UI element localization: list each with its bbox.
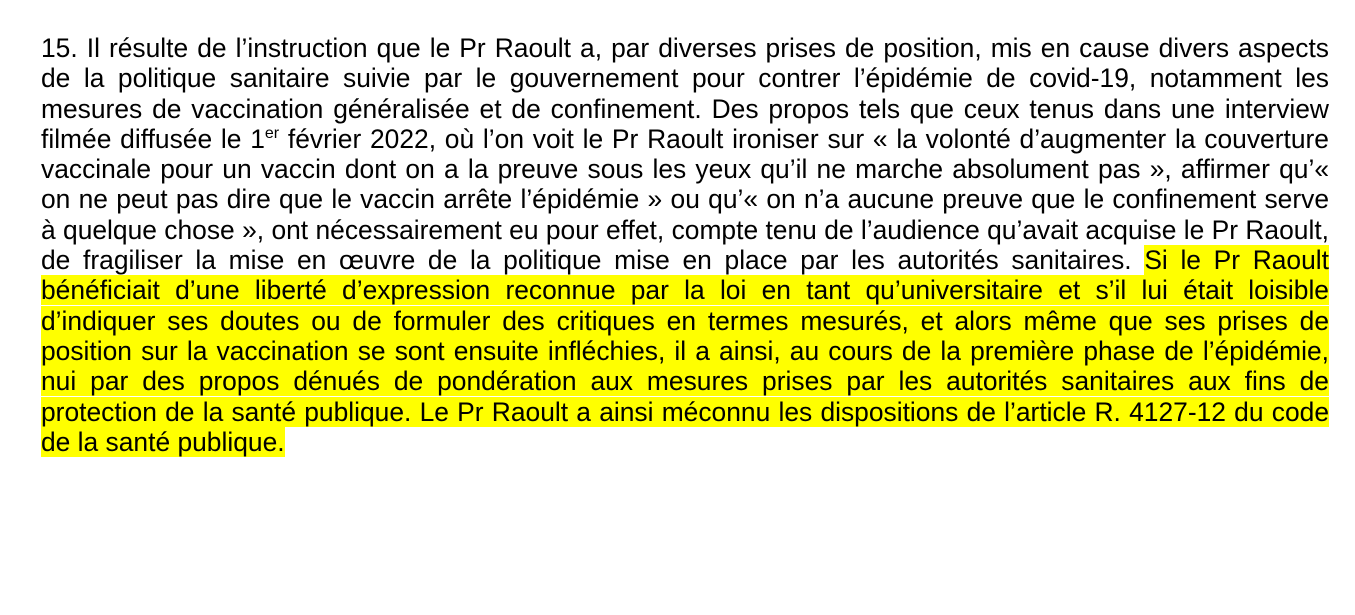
paragraph-number: 15. [41, 33, 78, 63]
paragraph-15 [41, 33, 1329, 457]
ordinal-superscript: er [264, 124, 280, 142]
highlighted-passage: Si le Pr Raoult bénéficiait d’une liberté d’expression reconnue par la loi en tant qu’universitaire et s’il lui était loisible d’indiquer ses doutes ou de formuler des critiques en termes mesurés, et alors même que ses prises de position sur la vaccination se sont ensuite infléchies, il a ainsi, au cours de la première phase de l’épidémie, nui par des propos dénués de pondération aux mesures prises par les autorités sanitaires aux fins de protection de la santé publique. Le Pr Raoult a ainsi méconnu les dispositions de l’article R. 4127-12 du code de la santé publique. [41, 245, 1329, 457]
paragraph-text-continued: février 2022, où l’on voit le Pr Raoult ironiser sur « la volonté d’augmenter la couverture vaccinale pour un vaccin dont on a la preuve sous les yeux qu’il ne marche absolument pas », affirmer qu’« on ne peut pas dire que le vaccin arrête l’épidémie » ou qu’« on n’a aucune preuve que le confinement serve à quelque chose », ont nécessairement eu pour effet, compte tenu de l’audience qu’avait acquise le Pr Raoult, de fragiliser la mise en œuvre de la politique mise en place par les autorités sanitaires. [41, 123, 1329, 276]
paragraph-text-start: Il résulte de l’instruction que le Pr Raoult a, par diverses prises de position, mis en cause divers aspects de la politique sanitaire suivie par le gouvernement pour contrer l’épidémie de covid-19, notamment les mesures de vaccination généralisée et de confinement. Des propos tels que ceux tenus dans une interview filmée diffusée le 1 [41, 33, 1329, 154]
